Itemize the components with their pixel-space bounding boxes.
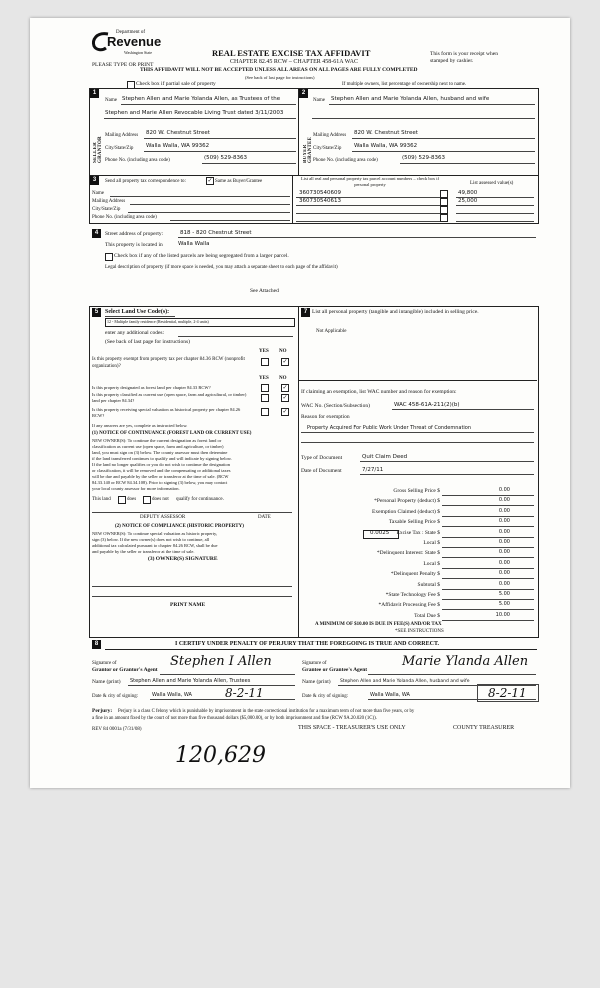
q-current-no[interactable]: ✓ xyxy=(282,394,288,401)
tax-row-value[interactable]: 0.00 xyxy=(498,497,510,503)
perjury-text-1: Perjury is a class C felony which is punishable by imprisonment in the state correctional institution for a maximum term of not more than five years, or by xyxy=(118,709,415,714)
buyer-name-label: Name xyxy=(313,98,325,103)
seller-address-label: Mailing Address xyxy=(105,133,139,138)
grantor-name-label: Name (print) xyxy=(92,679,121,685)
this-land-label: This land xyxy=(92,497,111,502)
tax-row-label: Exemption Claimed (deduct) $ xyxy=(372,509,440,515)
tax-row-value[interactable]: 0.00 xyxy=(498,581,510,587)
hist-text-3: additional tax calculated pursuant to chapter 84.26 RCW, shall be due xyxy=(92,543,218,548)
tax-row-value[interactable]: 0.00 xyxy=(498,529,510,535)
parcel-1-personal-checkbox[interactable] xyxy=(440,190,448,198)
grantor-date[interactable]: 8-2-11 xyxy=(225,686,264,700)
see-back-header: (See back of last page for instructions) xyxy=(245,75,315,80)
tax-row-label: *State Technology Fee $ xyxy=(385,592,440,598)
grantee-signature[interactable]: Marie Ylanda Allen xyxy=(402,654,529,669)
corr-phone-label: Phone No. (including area code) xyxy=(92,215,157,220)
q-exempt: Is this property exempt from property tax per chapter 84.36 RCW (nonprofit organization)? xyxy=(92,357,245,369)
value-2[interactable]: 25,000 xyxy=(458,198,478,204)
personal-property-label: List all personal property (tangible and intangible) included in selling price. xyxy=(312,309,479,315)
hist-text-4: and payable by the seller or transferor at the time of sale. xyxy=(92,549,195,554)
hist-text-2: sign (3) below. If the new owner(s) does not wish to continue, all xyxy=(92,537,210,542)
parcel-2[interactable]: 360730540613 xyxy=(299,198,341,204)
corr-address-label: Mailing Address xyxy=(92,199,126,204)
rev-number: REV 84 0001a (7/31/08) xyxy=(92,727,142,732)
cont-text-8: 84.33.140 or RCW 84.34.108). Prior to signing (3) below, you may contact xyxy=(92,480,228,485)
seller-city[interactable]: Walla Walla, WA 99362 xyxy=(146,143,210,149)
land-use-label: Select Land Use Code(s): xyxy=(105,309,170,315)
street-address-label: Street address of property: xyxy=(105,231,164,237)
print-name-label: PRINT NAME xyxy=(170,602,206,608)
logo-dept: Department of xyxy=(116,30,146,35)
tax-row-value[interactable]: 0.00 xyxy=(498,560,510,566)
section-2-number: 2 xyxy=(299,89,308,98)
q-exempt-no[interactable]: ✓ xyxy=(282,358,288,365)
grantor-sig-label-2: Grantor or Grantor's Agent xyxy=(92,667,158,673)
q-historic: Is this property receiving special valuation as historical property per chapter 84.26 RCW? xyxy=(92,407,241,418)
seller-phone[interactable]: (509) 529-8363 xyxy=(204,155,248,161)
cont-text-9: your local county assessor for more information. xyxy=(92,486,180,491)
value-header: List assessed value(s) xyxy=(470,181,514,186)
q-current: Is this property classified as current use (open space, farm and agricultural, or timber) land per chapter 84.34? xyxy=(92,392,247,403)
tax-row-value[interactable]: 0.00 xyxy=(498,549,510,555)
tax-row-value[interactable]: 0.00 xyxy=(498,570,510,576)
grantor-name[interactable]: Stephen Allen and Marie Yolanda Allen, Trustees xyxy=(130,678,251,684)
land-does-checkbox[interactable] xyxy=(118,496,126,504)
section-1-number: 1 xyxy=(90,89,99,98)
grantor-city[interactable]: Walla Walla, WA xyxy=(152,692,192,698)
grantee-name[interactable]: Stephen Allen and Marie Yolanda Allen, husband and wife xyxy=(340,679,470,684)
corr-city-label: City/State/Zip xyxy=(92,207,121,212)
q-current-yes[interactable] xyxy=(261,394,269,402)
form-chapter: CHAPTER 82.45 RCW – CHAPTER 458-61A WAC xyxy=(230,59,358,65)
treasurer-space: THIS SPACE - TREASURER'S USE ONLY xyxy=(298,725,406,731)
certify-statement: I CERTIFY UNDER PENALTY OF PERJURY THAT THE FOREGOING IS TRUE AND CORRECT. xyxy=(175,641,440,647)
buyer-name[interactable]: Stephen Allen and Marie Yolanda Allen, husband and wife xyxy=(331,96,490,102)
land-does-not-checkbox[interactable] xyxy=(143,496,151,504)
perjury-label: Perjury: xyxy=(92,708,113,714)
cont-text-6: or classification, it will be removed and the compensating or additional taxes xyxy=(92,468,231,473)
value-1[interactable]: 49,800 xyxy=(458,190,478,196)
section-8-number: 8 xyxy=(92,640,101,649)
seller-phone-label: Phone No. (including area code) xyxy=(105,158,170,163)
section-5-number: 5 xyxy=(92,308,101,317)
tax-row-label: Gross Selling Price $ xyxy=(393,488,440,494)
continuance-title: (1) NOTICE OF CONTINUANCE (FOREST LAND OR CURRENT USE) xyxy=(92,431,252,436)
partial-sale-label: Check box if partial sale of property xyxy=(136,81,216,87)
seller-name-label: Name xyxy=(105,98,117,103)
seller-city-label: City/State/Zip xyxy=(105,146,134,151)
parcel-2-personal-checkbox[interactable] xyxy=(440,198,448,206)
parcel-3-personal-checkbox[interactable] xyxy=(440,206,448,214)
send-correspondence-label: Send all property tax correspondence to: xyxy=(105,179,186,184)
doc-date-value[interactable]: 7/27/11 xyxy=(362,467,384,473)
buyer-city-label: City/State/Zip xyxy=(313,146,342,151)
street-address[interactable]: 818 - 820 Chestnut Street xyxy=(180,230,252,236)
county-treasurer: COUNTY TREASURER xyxy=(453,725,515,731)
section-3-number: 3 xyxy=(90,176,99,185)
same-as-buyer-label: Same as Buyer/Grantee xyxy=(215,179,263,184)
q-historic-yes[interactable] xyxy=(261,408,269,416)
corr-name-label: Name xyxy=(92,191,104,196)
land-use-see-back: (See back of last page for instructions) xyxy=(105,339,190,345)
tax-row-label: Total Due $ xyxy=(414,613,440,619)
buyer-phone-label: Phone No. (including area code) xyxy=(313,158,378,163)
grantee-name-label: Name (print) xyxy=(302,679,331,685)
multiple-owners-note: If multiple owners, list percentage of ownership next to name. xyxy=(342,82,467,87)
tax-row-label: Local $ xyxy=(423,561,440,567)
grantee-city[interactable]: Walla Walla, WA xyxy=(370,692,410,698)
yes-header-2: YES xyxy=(259,376,269,381)
grantee-sig-label-1: Signature of xyxy=(302,661,327,666)
parcel-header: List all real and personal property tax parcel account numbers – check box if personal property xyxy=(300,176,440,187)
segregated-label: Check box if any of the listed parcels are being segregated from a larger parcel. xyxy=(114,253,289,259)
section-4-number: 4 xyxy=(92,229,101,238)
historic-title: (2) NOTICE OF COMPLIANCE (HISTORIC PROPERTY) xyxy=(115,524,244,529)
tax-row-value[interactable]: 5.00 xyxy=(498,601,510,607)
located-value[interactable]: Walla Walla xyxy=(178,241,210,247)
seller-side-label: SELLER GRANTOR xyxy=(93,136,103,163)
seller-address[interactable]: 820 W. Chestnut Street xyxy=(146,130,210,136)
parcel-4-personal-checkbox[interactable] xyxy=(440,214,448,222)
tax-row-value[interactable]: 0.00 xyxy=(498,539,510,545)
deputy-date-label: DATE xyxy=(258,515,271,520)
grantor-date-label: Date & city of signing: xyxy=(92,694,139,699)
tax-row-value[interactable]: 5.00 xyxy=(498,591,510,597)
dor-logo xyxy=(90,26,160,58)
q-forest-no[interactable]: ✓ xyxy=(282,384,288,391)
tax-row-label: Subtotal $ xyxy=(417,582,440,588)
type-or-print: PLEASE TYPE OR PRINT xyxy=(92,62,154,68)
exemption-label: If claiming an exemption, list WAC number and reason for exemption: xyxy=(301,389,457,395)
handwritten-number: 120,629 xyxy=(175,743,266,768)
minimum-due: A MINIMUM OF $10.00 IS DUE IN FEE(S) AND/OR TAX xyxy=(315,622,442,627)
local-rate: 0.0025 xyxy=(370,530,390,536)
tax-row-label: *Affidavit Processing Fee $ xyxy=(378,602,440,608)
section-7-number: 7 xyxy=(301,308,310,317)
affidavit-page xyxy=(30,18,570,788)
buyer-phone[interactable]: (509) 529-8363 xyxy=(402,155,446,161)
grantee-date-label: Date & city of signing: xyxy=(302,694,349,699)
parcel-1[interactable]: 360730540609 xyxy=(299,190,341,196)
no-header-1: NO xyxy=(279,349,287,354)
segregated-checkbox[interactable] xyxy=(105,253,113,261)
cont-text-7: will be due and payable by the seller or transferor at the time of sale. (RCW xyxy=(92,474,229,479)
land-use-value: 12 - Multiple family residence (Residential, multiple, 2-4 units) xyxy=(107,319,209,324)
cont-text-5: If the land no longer qualifies or you do not wish to continue the designation xyxy=(92,462,230,467)
land-does-label: does xyxy=(127,497,137,502)
see-attached: See Attached xyxy=(250,288,279,294)
tax-row-label: Local $ xyxy=(423,540,440,546)
tax-row-label: *Delinquent Penalty $ xyxy=(390,571,440,577)
reason-value[interactable]: Property Acquired For Public Work Under Threat of Condemnation xyxy=(307,425,472,431)
buyer-address-label: Mailing Address xyxy=(313,133,347,138)
owner-signature-label: (3) OWNER(S) SIGNATURE xyxy=(148,556,218,562)
land-does-not-label: does not xyxy=(152,497,169,502)
additional-codes-label: enter any additional codes: xyxy=(105,330,165,336)
logo-name: Revenue xyxy=(107,34,162,49)
cont-text-1: NEW OWNER(S): To continue the current designation as forest land or xyxy=(92,438,222,443)
cont-text-4: if the land transferred continues to qualify and will indicate by signing below. xyxy=(92,456,232,461)
legal-description-label: Legal description of property (if more space is needed, you may attach a separate sheet to each page of the affidavit) xyxy=(105,265,338,270)
seller-name-line2[interactable]: Stephen and Marie Allen Revocable Living Trust dated 3/11/2003 xyxy=(105,110,284,116)
tax-row-value[interactable]: 10.00 xyxy=(495,612,510,618)
form-title: REAL ESTATE EXCISE TAX AFFIDAVIT xyxy=(212,48,371,58)
tax-row-value[interactable]: 0.00 xyxy=(498,508,510,514)
wac-value[interactable]: WAC 458-61A-211(2)(b) xyxy=(394,402,460,408)
not-applicable: Not Applicable xyxy=(316,329,347,334)
grantee-date[interactable]: 8-2-11 xyxy=(488,686,527,700)
located-label: This property is located in xyxy=(105,242,163,248)
wac-label: WAC No. (Section/Subsection) xyxy=(301,403,370,409)
q-historic-no[interactable]: ✓ xyxy=(282,408,288,415)
same-as-buyer-checkbox[interactable]: ✓ xyxy=(207,177,213,184)
grantor-sig-label-1: Signature of xyxy=(92,661,117,666)
tax-row-label: *Personal Property (deduct) $ xyxy=(374,498,440,504)
cont-text-3: land, you must sign on (3) below. The county assessor must then determine xyxy=(92,450,228,455)
see-instructions: *SEE INSTRUCTIONS xyxy=(395,629,444,634)
deputy-assessor-label: DEPUTY ASSESSOR xyxy=(140,515,186,520)
doc-type-label: Type of Document xyxy=(301,455,343,461)
q-exempt-yes[interactable] xyxy=(261,358,269,366)
buyer-address[interactable]: 820 W. Chestnut Street xyxy=(354,130,418,136)
perjury-text-2: a fine in an amount fixed by the court of not more than five thousand dollars ($5,000.00), or by both imprisonment and fine (RCW 9A.20.020 (1C)). xyxy=(92,716,377,721)
reason-label: Reason for exemption xyxy=(301,414,350,420)
buyer-city[interactable]: Walla Walla, WA 99362 xyxy=(354,143,418,149)
doc-date-label: Date of Document xyxy=(301,468,342,474)
grantee-sig-label-2: Grantee or Grantee's Agent xyxy=(302,667,368,673)
tax-row-value[interactable]: 0.00 xyxy=(498,487,510,493)
form-warning: THIS AFFIDAVIT WILL NOT BE ACCEPTED UNLESS ALL AREAS ON ALL PAGES ARE FULLY COMPLETED xyxy=(140,67,418,73)
yes-header-1: YES xyxy=(259,349,269,354)
tax-row-label: *Delinquent Interest: State $ xyxy=(376,550,440,556)
tax-row-value[interactable]: 0.00 xyxy=(498,518,510,524)
tax-row-label: Taxable Selling Price $ xyxy=(388,519,440,525)
q-forest: Is this property designated as forest land per chapter 84.33 RCW? xyxy=(92,385,211,390)
doc-type-value[interactable]: Quit Claim Deed xyxy=(362,454,408,460)
grantor-signature[interactable]: Stephen I Allen xyxy=(170,654,272,669)
seller-name-line1[interactable]: Stephen Allen and Marie Yolanda Allen, as Trustees of the xyxy=(122,96,281,102)
tax-row-label: Excise Tax : State $ xyxy=(396,530,440,536)
logo-state: Washington State xyxy=(124,50,153,55)
receipt-note: This form is your receipt when stamped by cashier. xyxy=(430,51,498,64)
no-header-2: NO xyxy=(279,376,287,381)
hist-text-1: NEW OWNER(S): To continue special valuation as historic property, xyxy=(92,531,218,536)
cont-text-2: classification as current use (open space, farm and agriculture, or timber) xyxy=(92,444,224,449)
buyer-side-label: BUYER GRANTEE xyxy=(303,136,313,163)
if-yes-note: If any answers are yes, complete as instructed below. xyxy=(92,423,188,428)
qualify-label: qualify for continuance. xyxy=(176,497,224,502)
q-forest-yes[interactable] xyxy=(261,384,269,392)
